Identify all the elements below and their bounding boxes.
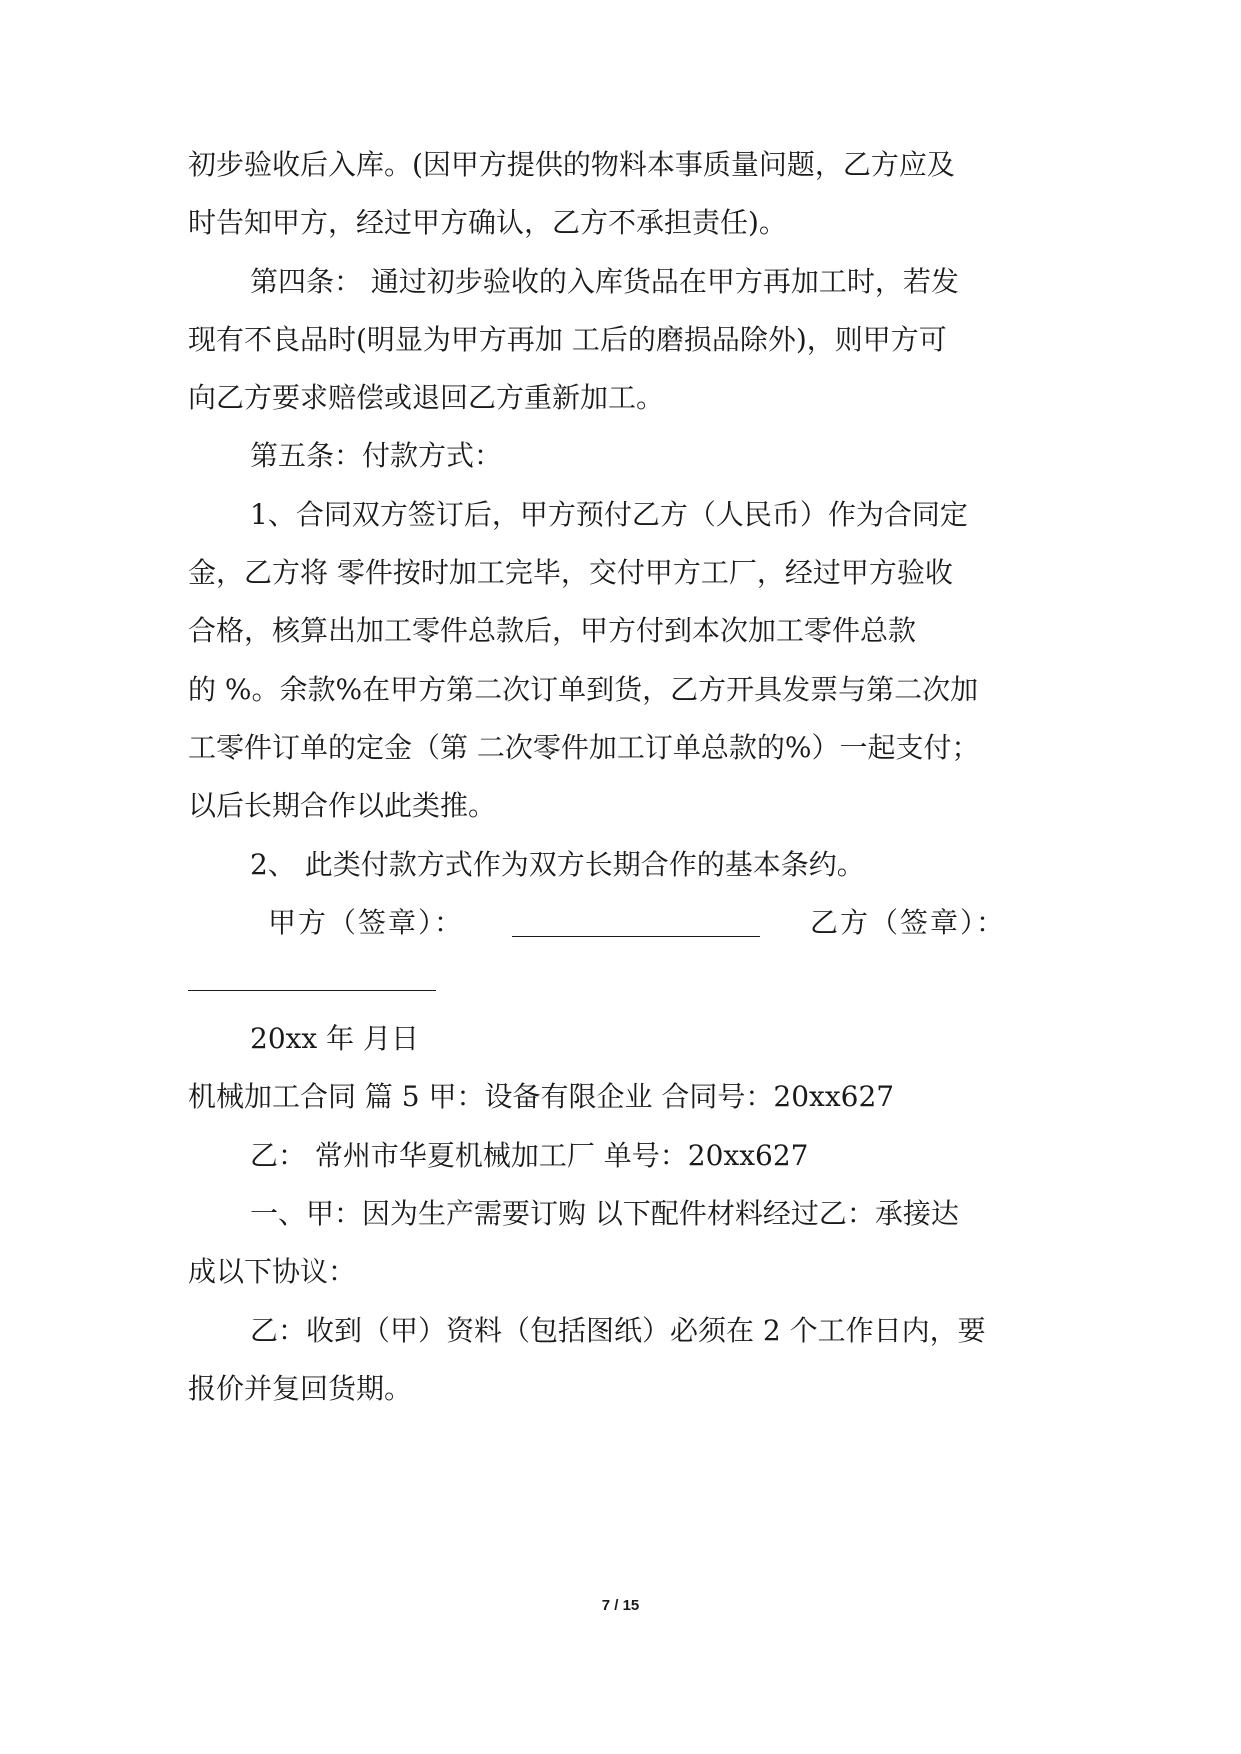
page-number: 7 / 15: [601, 1597, 640, 1614]
article-four-line: 第四条： 通过初步验收的入库货品在甲方再加工时，若发: [250, 265, 959, 298]
body-line: 报价并复回货期。: [188, 1372, 413, 1405]
party-a-signature-label: 甲方（签章）：: [268, 906, 465, 939]
signing-date: 20xx 年 月日: [250, 1022, 420, 1055]
body-line: 以后长期合作以此类推。: [188, 789, 497, 822]
body-line: 现有不良品时(明显为甲方再加 工后的磨损品除外)，则甲方可: [188, 323, 947, 356]
body-line: 初步验收后入库。(因甲方提供的物料本事质量问题，乙方应及: [188, 148, 955, 181]
body-line: 向乙方要求赔偿或退回乙方重新加工。: [188, 381, 665, 414]
clause-one-line: 1、合同双方签订后，甲方预付乙方（人民币）作为合同定: [250, 498, 968, 531]
contract-five-clause-line: 一、甲：因为生产需要订购 以下配件材料经过乙：承接达: [250, 1197, 959, 1230]
body-line: 金，乙方将 零件按时加工完毕，交付甲方工厂，经过甲方验收: [188, 556, 953, 589]
party-a-signature-blank: [512, 936, 760, 937]
body-line: 时告知甲方，经过甲方确认，乙方不承担责任)。: [188, 206, 787, 239]
body-line: 合格，核算出加工零件总款后，甲方付到本次加工零件总款: [188, 614, 917, 647]
body-line: 成以下协议：: [188, 1255, 357, 1288]
clause-two-line: 2、 此类付款方式作为双方长期合作的基本条约。: [250, 848, 865, 881]
party-b-signature-blank: [188, 990, 436, 991]
contract-five-clause-line: 乙：收到（甲）资料（包括图纸）必须在 2 个工作日内，要: [250, 1314, 986, 1347]
article-five-heading: 第五条：付款方式：: [250, 439, 503, 472]
contract-five-party-b-line: 乙： 常州市华夏机械加工厂 单号：20xx627: [250, 1139, 809, 1172]
party-b-signature-label: 乙方（签章）：: [810, 906, 1007, 939]
contract-five-title-line: 机械加工合同 篇 5 甲：设备有限企业 合同号：20xx627: [188, 1080, 895, 1113]
body-line: 工零件订单的定金（第 二次零件加工订单总款的%）一起支付；: [188, 731, 980, 764]
body-line: 的 %。余款%在甲方第二次订单到货，乙方开具发票与第二次加: [188, 673, 979, 706]
